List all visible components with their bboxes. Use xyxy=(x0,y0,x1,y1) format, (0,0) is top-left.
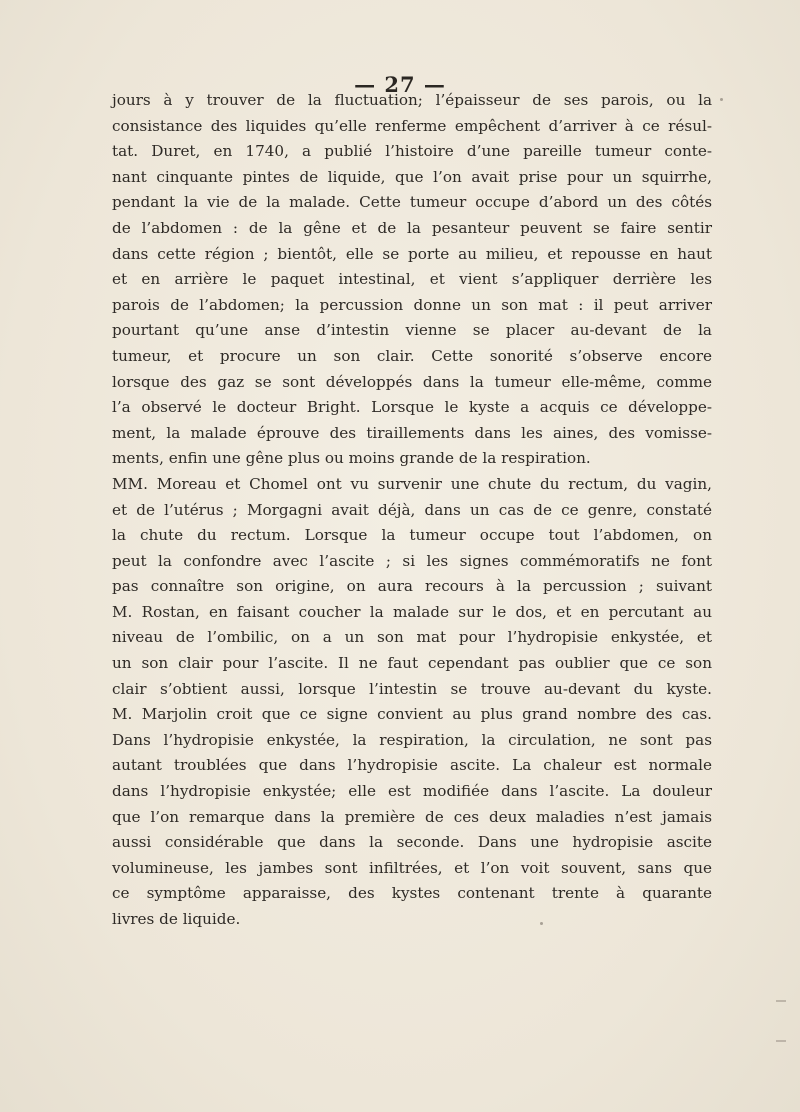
text-line: dans cette région ; bientôt, elle se porte au milieu, et repousse en haut xyxy=(112,244,712,263)
edge-mark xyxy=(776,1000,786,1002)
text-line: parois de l’abdomen; la percussion donne un son mat : il peut arriver xyxy=(112,295,712,314)
text-line: de l’abdomen : de la gêne et de la pesanteur peuvent se faire sentir xyxy=(112,218,712,237)
text-line: nant cinquante pintes de liquide, que l’on avait prise pour un squirrhe, xyxy=(112,167,712,186)
page-number: — 27 — xyxy=(354,72,446,97)
ink-speck xyxy=(720,98,723,101)
text-line: un son clair pour l’ascite. Il ne faut cependant pas oublier que ce son xyxy=(112,654,712,673)
text-line: ment, la malade éprouve des tiraillements dans les aines, des vomisse- xyxy=(112,423,712,442)
text-line: pourtant qu’une anse d’intestin vienne se placer au-devant de la xyxy=(112,321,712,340)
text-line: pas connaître son origine, on aura recours à la percussion ; suivant xyxy=(112,577,712,596)
text-line: consistance des liquides qu’elle renferme empêchent d’arriver à ce résul- xyxy=(112,116,712,135)
text-line: autant troublées que dans l’hydropisie ascite. La chaleur est normale xyxy=(112,756,712,775)
text-line: pendant la vie de la malade. Cette tumeur occupe d’abord un des côtés xyxy=(112,193,712,212)
body-text xyxy=(112,88,712,933)
text-line: la chute du rectum. Lorsque la tumeur occupe tout l’abdomen, on xyxy=(112,526,712,545)
text-line: et de l’utérus ; Morgagni avait déjà, dans un cas de ce genre, constaté xyxy=(112,500,712,519)
text-line: jours à y trouver de la fluctuation; l’épaisseur de ses parois, ou la xyxy=(112,91,712,109)
text-line: niveau de l’ombilic, on a un son mat pour l’hydropisie enkystée, et xyxy=(112,628,712,647)
text-line: tumeur, et procure un son clair. Cette sonorité s’observe encore xyxy=(112,346,712,365)
text-line: aussi considérable que dans la seconde. Dans une hydropisie ascite xyxy=(112,833,712,852)
text-line: MM. Moreau et Chomel ont vu survenir une chute du rectum, du vagin, xyxy=(112,474,712,493)
text-line: M. Rostan, en faisant coucher la malade sur le dos, et en percutant au xyxy=(112,602,712,621)
text-line: l’a observé le docteur Bright. Lorsque le kyste a acquis ce développe- xyxy=(112,398,712,417)
text-line: clair s’obtient aussi, lorsque l’intestin se trouve au-devant du kyste. xyxy=(112,679,712,698)
text-line: dans l’hydropisie enkystée; elle est modifiée dans l’ascite. La douleur xyxy=(112,782,712,801)
ink-speck xyxy=(540,922,543,925)
text-line: peut la confondre avec l’ascite ; si les signes commémoratifs ne font xyxy=(112,551,712,570)
text-line: tat. Duret, en 1740, a publié l’histoire d’une pareille tumeur conte- xyxy=(112,142,712,161)
text-line: que l’on remarque dans la première de ces deux maladies n’est jamais xyxy=(112,807,712,826)
text-line: et en arrière le paquet intestinal, et vient s’appliquer derrière les xyxy=(112,270,712,289)
edge-mark xyxy=(776,1040,786,1042)
text-line: livres de liquide. xyxy=(112,910,241,928)
text-line: M. Marjolin croit que ce signe convient au plus grand nombre des cas. xyxy=(112,705,712,724)
text-line: lorsque des gaz se sont développés dans la tumeur elle-même, comme xyxy=(112,372,712,391)
text-line: ments, enfin une gêne plus ou moins grande de la respiration. xyxy=(112,449,591,468)
text-line: volumineuse, les jambes sont infiltrées, et l’on voit souvent, sans que xyxy=(112,858,712,877)
text-line: ce symptôme apparaisse, des kystes contenant trente à quarante xyxy=(112,884,712,903)
text-line: Dans l’hydropisie enkystée, la respiration, la circulation, ne sont pas xyxy=(112,730,712,749)
